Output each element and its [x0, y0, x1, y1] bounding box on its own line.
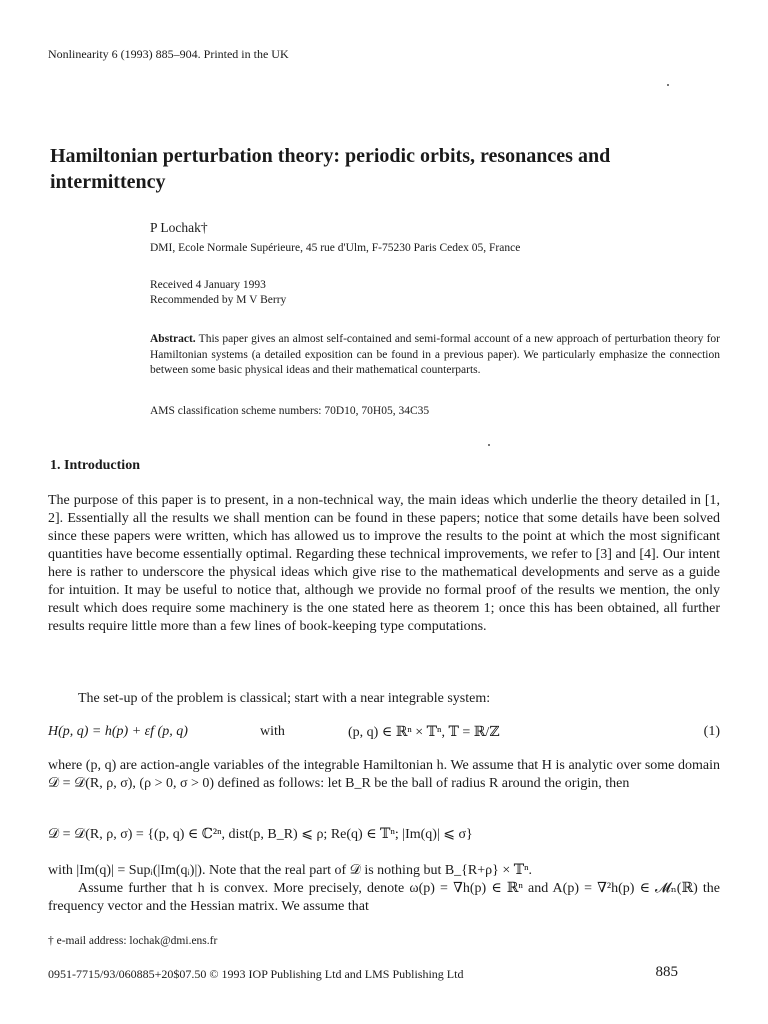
recommended-by: Recommended by M V Berry: [150, 294, 287, 306]
intro-paragraph-1: The purpose of this paper is to present, in a non-technical way, the main ideas which underlie the theory detailed in [1, 2]. Essentially all the results we shall mention can be found in these papers; notice that some details have been solved since these papers were written, which has allowed us to improve the results to the point at which the most significant quantities have become essentially optimal. Regarding these technical improvements, we refer to [3] and [4]. Our intent here is rather to underscore the physical ideas which give rise to the mathematical developments and serve as a guide for intuition. It may be useful to notice that, although we provide no formal proof of the results we mention, the only result which does require some machinery is the one stated here as theorem 1; once this has been obtained, all further results require little more than a few lines of book-keeping type computations.: [48, 493, 720, 634]
scan-speck: [667, 84, 669, 86]
page-number: 885: [655, 964, 678, 980]
intro-paragraph-4a: with |Im(q)| = Supᵢ(|Im(qᵢ)|). Note that the real part of 𝒟 is nothing but B_{R+ρ} × 𝕋ⁿ.: [48, 863, 533, 878]
author-affiliation: DMI, Ecole Normale Supérieure, 45 rue d'Ulm, F-75230 Paris Cedex 05, France: [150, 242, 521, 254]
ams-classification: AMS classification scheme numbers: 70D10, 70H05, 34C35: [150, 405, 430, 417]
intro-paragraph-4b: Assume further that h is convex. More precisely, denote ω(p) = ∇h(p) ∈ ℝⁿ and A(p) = ∇²h(p) ∈ 𝓜ₙ(ℝ) the frequency vector and the Hessian matrix. We assume that: [48, 881, 720, 914]
received-info: [150, 278, 286, 308]
equation-1: [48, 724, 720, 740]
abstract-text: This paper gives an almost self-contained and semi-formal account of a new approach of perturbation theory for Hamiltonian systems (a detailed exposition can be found in a previous paper). We particularly emphasize the connection between some basic physical ideas and their mathematical counterparts.: [150, 333, 720, 376]
footnote-email: † e-mail address: lochak@dmi.ens.fr: [48, 935, 218, 947]
intro-paragraph-2: The set-up of the problem is classical; start with a near integrable system:: [78, 691, 491, 706]
section-heading: 1. Introduction: [50, 458, 140, 473]
scan-speck: [488, 444, 490, 446]
equation-1-rhs: (p, q) ∈ ℝⁿ × 𝕋ⁿ, 𝕋 = ℝ/ℤ: [348, 725, 500, 740]
equation-1-with: with: [260, 724, 285, 739]
intro-paragraph-4: [48, 862, 720, 916]
journal-citation: Nonlinearity 6 (1993) 885–904. Printed in the UK: [48, 47, 289, 61]
paper-title: Hamiltonian perturbation theory: periodic orbits, resonances and intermittency: [50, 145, 611, 193]
intro-paragraph-3: where (p, q) are action-angle variables of the integrable Hamiltonian h. We assume that H is analytic over some domain 𝒟 = 𝒟(R, ρ, σ), (ρ > 0, σ > 0) defined as follows: let B_R be the ball of radius R around the origin, then: [48, 758, 720, 791]
received-date: Received 4 January 1993: [150, 279, 266, 291]
abstract: [150, 332, 720, 379]
equation-1-lhs: H(p, q) = h(p) + εf (p, q): [48, 724, 188, 739]
equation-1-number: (1): [703, 724, 720, 739]
footer-copyright: 0951-7715/93/060885+20$07.50 © 1993 IOP Publishing Ltd and LMS Publishing Ltd: [48, 967, 464, 981]
abstract-label: Abstract.: [150, 333, 196, 345]
equation-2: 𝒟 = 𝒟(R, ρ, σ) = {(p, q) ∈ ℂ²ⁿ, dist(p, B_R) ⩽ ρ; Re(q) ∈ 𝕋ⁿ; |Im(q)| ⩽ σ}: [48, 827, 473, 842]
author-name: P Lochak†: [150, 220, 208, 235]
